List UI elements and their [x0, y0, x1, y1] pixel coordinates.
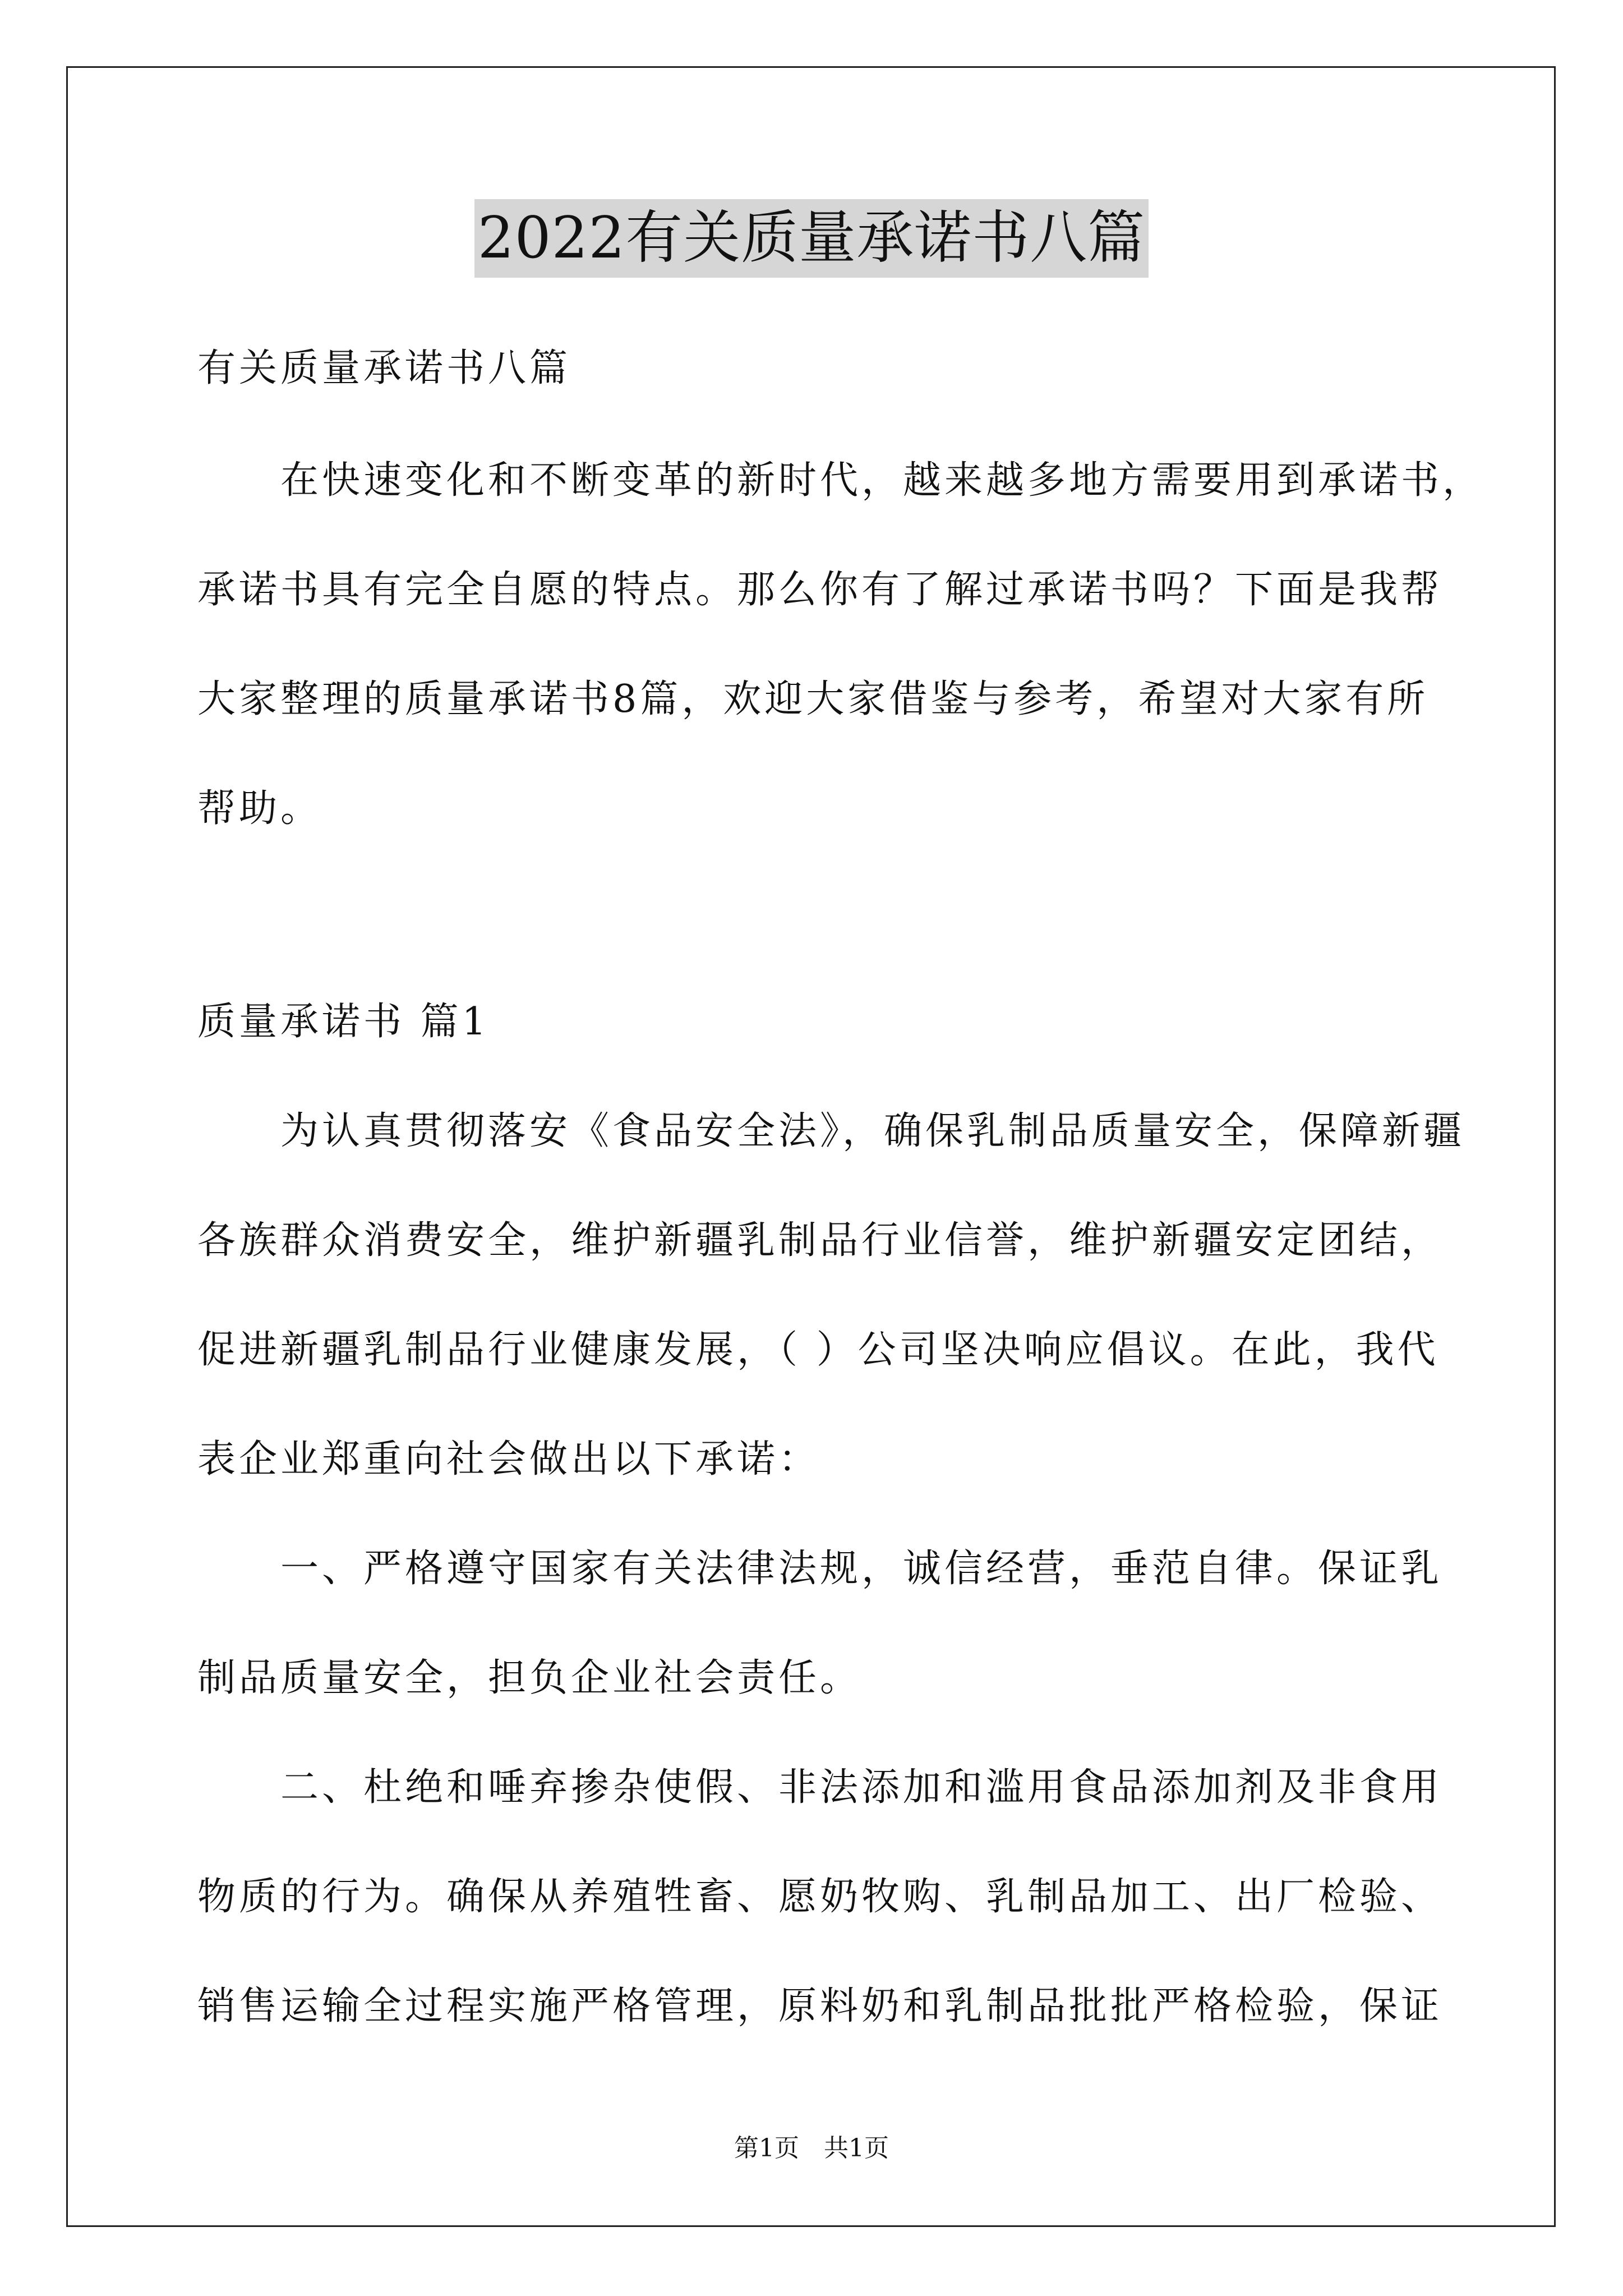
paragraph-line: 促进新疆乳制品行业健康发展，（ ）公司坚决响应倡议。在此，我代	[197, 1328, 1439, 1372]
paragraph-line: 表企业郑重向社会做出以下承诺：	[197, 1437, 820, 1481]
paragraph-line: 为认真贯彻落安《食品安全法》，确保乳制品质量安全，保障新疆	[280, 1109, 1465, 1153]
paragraph-line: 物质的行为。确保从养殖牲畜、愿奶牧购、乳制品加工、出厂检验、	[197, 1875, 1443, 1919]
paragraph-line: 各族群众消费安全，维护新疆乳制品行业信誉，维护新疆安定团结，	[197, 1218, 1443, 1263]
section-heading: 质量承诺书 篇1	[197, 1000, 490, 1044]
document-title: 2022有关质量承诺书八篇	[474, 199, 1149, 278]
paragraph-line: 承诺书具有完全自愿的特点。那么你有了解过承诺书吗？下面是我帮	[197, 568, 1443, 612]
paragraph-line: 二、杜绝和唾弃掺杂使假、非法添加和滥用食品添加剂及非食用	[280, 1765, 1443, 1810]
title-container	[0, 199, 1623, 278]
paragraph-line: 大家整理的质量承诺书8篇，欢迎大家借鉴与参考，希望对大家有所	[197, 677, 1429, 721]
paragraph-line: 一、严格遵守国家有关法律法规，诚信经营，垂范自律。保证乳	[280, 1547, 1443, 1591]
paragraph-line: 在快速变化和不断变革的新时代，越来越多地方需要用到承诺书，	[280, 458, 1484, 503]
paragraph-line: 帮助。	[197, 786, 322, 831]
paragraph-line: 销售运输全过程实施严格管理，原料奶和乳制品批批严格检验，保证	[197, 1984, 1443, 2028]
paragraph-line: 制品质量安全，担负企业社会责任。	[197, 1656, 862, 1700]
page-footer: 第1页 共1页	[734, 2134, 889, 2162]
subtitle-line: 有关质量承诺书八篇	[197, 346, 571, 390]
